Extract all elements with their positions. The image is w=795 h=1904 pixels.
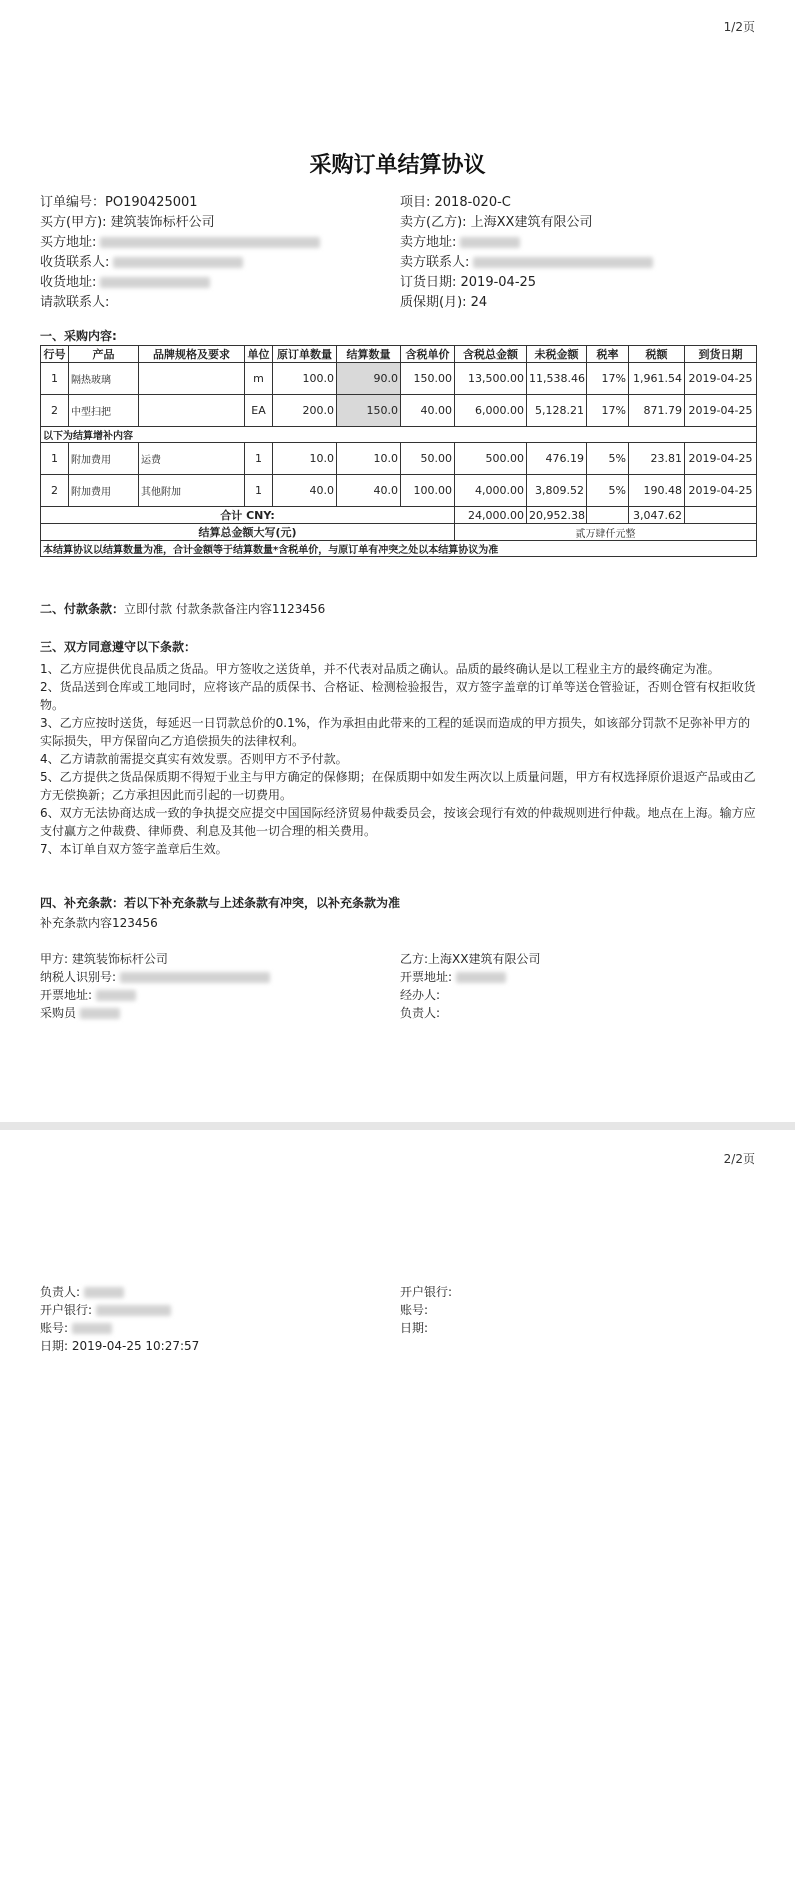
table-cell: 中型扫把 (69, 395, 139, 427)
purchaser-line: 采购员 (40, 1003, 120, 1023)
redacted-text (120, 972, 270, 983)
page-number: 2/2页 (723, 1152, 755, 1166)
payment-terms-text: 立即付款 付款条款备注内容1123456 (124, 602, 326, 616)
table-cell: 17% (587, 363, 629, 395)
table-cell: 150.0 (337, 395, 401, 427)
total-tax: 3,047.62 (629, 507, 685, 524)
table-cell: 2019-04-25 (685, 475, 757, 507)
redacted-text (460, 237, 520, 248)
supplementary-terms-text: 补充条款内容123456 (40, 916, 158, 930)
table-cell: 40.0 (337, 475, 401, 507)
items-table (40, 345, 757, 557)
buyer-line: 买方(甲方): 建筑装饰标杆公司 (40, 215, 215, 230)
table-cell: 2 (41, 475, 69, 507)
section-2-title: 二、付款条款： (40, 602, 125, 616)
manager-line: 负责人: (40, 1282, 124, 1302)
table-cell: 1 (41, 363, 69, 395)
table-cell: 2019-04-25 (685, 443, 757, 475)
party-a-line: 甲方: 建筑装饰标杆公司 (40, 952, 168, 966)
document-title: 采购订单结算协议 (309, 153, 486, 178)
clauses-list (40, 660, 756, 858)
seller-address-line: 卖方地址: (400, 233, 520, 253)
table-cell: m (245, 363, 273, 395)
receiver-contact-line: 收货联系人: (40, 253, 243, 273)
redacted-text (100, 237, 320, 248)
document-page-2 (0, 1130, 795, 1904)
capital-value: 贰万肆仟元整 (455, 524, 757, 541)
total-row (41, 507, 757, 524)
warranty-line: 质保期(月): 24 (400, 295, 488, 310)
table-cell: 10.0 (337, 443, 401, 475)
table-cell: 5% (587, 443, 629, 475)
party-b-bank-line: 开户银行: (400, 1285, 453, 1299)
table-cell: EA (245, 395, 273, 427)
table-cell: 476.19 (527, 443, 587, 475)
buyer-address-line: 买方地址: (40, 233, 320, 253)
table-caption-row (41, 427, 757, 443)
column-header: 单位 (245, 346, 273, 363)
capital-label: 结算总金额大写(元) (41, 524, 455, 541)
redacted-text (96, 990, 136, 1001)
column-header: 行号 (41, 346, 69, 363)
table-cell: 50.00 (401, 443, 455, 475)
section-3-title: 三、双方同意遵守以下条款： (40, 640, 197, 654)
table-note: 本结算协议以结算数量为准，合计金额等于结算数量*含税单价，与原订单有冲突之处以本结算协议为准 (41, 541, 757, 557)
table-row (41, 363, 757, 395)
total-untaxed: 20,952.38 (527, 507, 587, 524)
table-cell: 2019-04-25 (685, 363, 757, 395)
party-b-date-line: 日期: (400, 1321, 429, 1335)
invoice-address-line: 开票地址: (40, 985, 136, 1005)
redacted-text (80, 1008, 120, 1019)
table-cell: 4,000.00 (455, 475, 527, 507)
section-4-title: 四、补充条款：若以下补充条款与上述条款有冲突，以补充条款为准 (40, 896, 401, 910)
table-cell: 871.79 (629, 395, 685, 427)
table-cell: 1,961.54 (629, 363, 685, 395)
clause-item: 4、乙方请款前需提交真实有效发票。否则甲方不予付款。 (40, 752, 348, 766)
payment-terms (40, 599, 325, 619)
table-cell: 500.00 (455, 443, 527, 475)
column-header: 产品 (69, 346, 139, 363)
capital-amount-row (41, 524, 757, 541)
table-cell: 40.00 (401, 395, 455, 427)
table-cell: 100.0 (273, 363, 337, 395)
total-label: 合计 CNY: (41, 507, 455, 524)
handler-line: 经办人: (400, 988, 441, 1002)
seller-line: 卖方(乙方): 上海XX建筑有限公司 (400, 215, 593, 230)
order-date-line: 订货日期: 2019-04-25 (400, 275, 537, 290)
table-cell: 150.00 (401, 363, 455, 395)
table-cell: 1 (41, 443, 69, 475)
table-cell: 100.00 (401, 475, 455, 507)
table-cell: 1 (245, 475, 273, 507)
table-cell (139, 395, 245, 427)
receiver-address-line: 收货地址: (40, 273, 210, 293)
table-cell: 90.0 (337, 363, 401, 395)
table-cell: 190.48 (629, 475, 685, 507)
table-cell: 隔热玻璃 (69, 363, 139, 395)
column-header: 到货日期 (685, 346, 757, 363)
table-cell (587, 507, 629, 524)
table-cell: 13,500.00 (455, 363, 527, 395)
total-amount: 24,000.00 (455, 507, 527, 524)
order-number-line: 订单编号：PO190425001 (40, 195, 198, 210)
table-cell: 其他附加 (139, 475, 245, 507)
clause-item: 7、本订单自双方签字盖章后生效。 (40, 842, 228, 856)
column-header: 品牌规格及要求 (139, 346, 245, 363)
party-b-manager-line: 负责人: (400, 1006, 441, 1020)
table-header-row (41, 346, 757, 363)
column-header: 税率 (587, 346, 629, 363)
table-cell: 附加费用 (69, 475, 139, 507)
payment-contact-line: 请款联系人: (40, 295, 110, 310)
column-header: 税额 (629, 346, 685, 363)
account-line: 账号: (40, 1318, 112, 1338)
redacted-text (72, 1323, 112, 1334)
extra-items-caption: 以下为结算增补内容 (41, 427, 757, 443)
table-cell: 1 (245, 443, 273, 475)
table-cell: 附加费用 (69, 443, 139, 475)
clause-item: 6、双方无法协商达成一致的争执提交应提交中国国际经济贸易仲裁委员会，按该会现行有效的仲裁规则进行仲裁。地点在上海。输方应支付赢方之仲裁费、律师费、利息及其他一切合理的相关费用。 (40, 806, 756, 838)
project-line: 项目: 2018-020-C (400, 195, 511, 210)
redacted-text (84, 1287, 124, 1298)
clause-item: 1、乙方应提供优良品质之货品。甲方签收之送货单，并不代表对品质之确认。品质的最终确认是以工程业主方的最终确定为准。 (40, 662, 720, 676)
section-1-title: 一、采购内容: (40, 329, 117, 343)
table-row (41, 395, 757, 427)
page-number: 1/2页 (723, 20, 755, 34)
redacted-text (473, 257, 653, 268)
party-b-line: 乙方:上海XX建筑有限公司 (400, 952, 541, 966)
table-cell: 10.0 (273, 443, 337, 475)
table-cell (139, 363, 245, 395)
table-row (41, 443, 757, 475)
bank-line: 开户银行: (40, 1300, 171, 1320)
table-cell: 5,128.21 (527, 395, 587, 427)
clause-item: 3、乙方应按时送货，每延迟一日罚款总价的0.1%，作为承担由此带来的工程的延误而造成的甲方损失，如该部分罚款不足弥补甲方的实际损失，甲方保留向乙方追偿损失的法律权利。 (40, 716, 751, 748)
column-header: 结算数量 (337, 346, 401, 363)
table-note-row (41, 541, 757, 557)
party-b-account-line: 账号: (400, 1303, 429, 1317)
table-cell: 2019-04-25 (685, 395, 757, 427)
table-cell: 3,809.52 (527, 475, 587, 507)
table-cell: 23.81 (629, 443, 685, 475)
date-line: 日期: 2019-04-25 10:27:57 (40, 1339, 200, 1353)
clause-item: 2、货品送到仓库或工地同时，应将该产品的质保书、合格证、检测检验报告，双方签字盖章的订单等送仓管验证，否则仓管有权拒收货物。 (40, 680, 756, 712)
table-cell: 11,538.46 (527, 363, 587, 395)
table-cell (685, 507, 757, 524)
seller-contact-line: 卖方联系人: (400, 253, 653, 273)
clause-item: 5、乙方提供之货品保质期不得短于业主与甲方确定的保修期；在保质期中如发生两次以上质量问题，甲方有权选择原价退返产品或由乙方无偿换新；乙方承担因此而引起的一切费用。 (40, 770, 756, 802)
taxpayer-id-line: 纳税人识别号: (40, 967, 270, 987)
party-b-invoice-address-line: 开票地址: (400, 967, 506, 987)
table-row (41, 475, 757, 507)
table-cell: 6,000.00 (455, 395, 527, 427)
column-header: 原订单数量 (273, 346, 337, 363)
table-cell: 运费 (139, 443, 245, 475)
column-header: 含税总金额 (455, 346, 527, 363)
table-cell: 17% (587, 395, 629, 427)
table-cell: 40.0 (273, 475, 337, 507)
redacted-text (113, 257, 243, 268)
table-cell: 5% (587, 475, 629, 507)
redacted-text (456, 972, 506, 983)
column-header: 含税单价 (401, 346, 455, 363)
column-header: 未税金额 (527, 346, 587, 363)
table-cell: 2 (41, 395, 69, 427)
redacted-text (96, 1305, 171, 1316)
table-cell: 200.0 (273, 395, 337, 427)
redacted-text (100, 277, 210, 288)
